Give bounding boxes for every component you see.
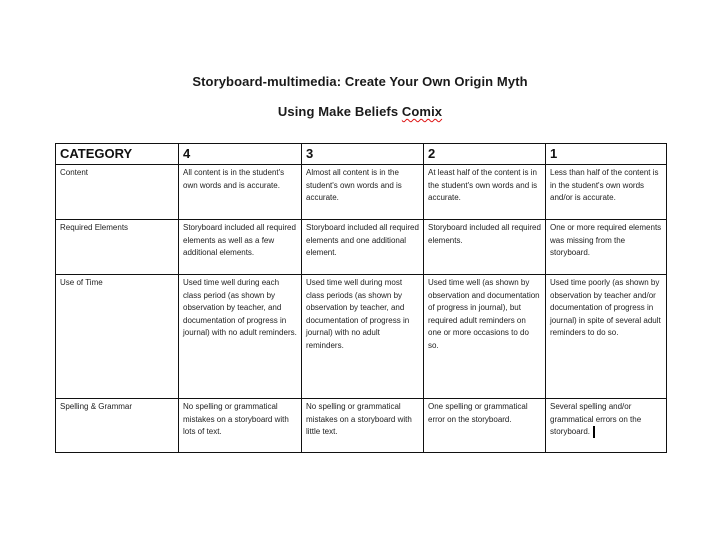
category-cell[interactable]: Spelling & Grammar xyxy=(56,399,179,453)
criteria-cell[interactable]: No spelling or grammatical mistakes on a storyboard with lots of text. xyxy=(179,399,302,453)
rubric-header-row xyxy=(56,144,667,165)
document-subtitle xyxy=(0,104,720,119)
category-cell[interactable]: Use of Time xyxy=(56,275,179,399)
spellcheck-flagged-word[interactable]: Comix xyxy=(401,104,443,119)
rubric-row-content xyxy=(56,165,667,220)
criteria-cell[interactable]: Storyboard included all required elements. xyxy=(424,220,546,275)
header-score-2[interactable]: 2 xyxy=(424,144,546,165)
criteria-cell[interactable]: Used time well during most class periods (as shown by observation by teacher, and documentation of progress in journal) with no adult reminders. xyxy=(302,275,424,399)
rubric-table xyxy=(55,143,667,453)
criteria-cell[interactable]: All content is in the student's own words and is accurate. xyxy=(179,165,302,220)
criteria-cell-with-cursor[interactable] xyxy=(546,399,667,453)
criteria-cell[interactable]: One spelling or grammatical error on the storyboard. xyxy=(424,399,546,453)
rubric-row-use-of-time xyxy=(56,275,667,399)
criteria-cell[interactable]: Less than half of the content is in the student's own words and/or is accurate. xyxy=(546,165,667,220)
criteria-cell[interactable]: Storyboard included all required elements and one additional element. xyxy=(302,220,424,275)
text-cursor xyxy=(593,426,595,438)
header-category[interactable]: CATEGORY xyxy=(56,144,179,165)
rubric-row-spelling-grammar xyxy=(56,399,667,453)
document-title: Storyboard-multimedia: Create Your Own Origin Myth xyxy=(192,74,528,89)
criteria-cell[interactable]: One or more required elements was missing from the storyboard. xyxy=(546,220,667,275)
criteria-cell[interactable]: Used time poorly (as shown by observation by teacher and/or documentation of progress in journal) in spite of several adult reminders to do so. xyxy=(546,275,667,399)
criteria-cell[interactable]: Storyboard included all required elements as well as a few additional elements. xyxy=(179,220,302,275)
header-score-4[interactable]: 4 xyxy=(179,144,302,165)
criteria-cell[interactable]: Used time well during each class period (as shown by observation by teacher, and documentation of progress in journal) with no adult reminders. xyxy=(179,275,302,399)
subtitle-text: Using Make Beliefs xyxy=(277,104,402,119)
criteria-cell[interactable]: At least half of the content is in the student's own words and is accurate. xyxy=(424,165,546,220)
header-score-1[interactable]: 1 xyxy=(546,144,667,165)
criteria-cell[interactable]: Used time well (as shown by observation and documentation of progress in journal), but required adult reminders on one or more occasions to do so. xyxy=(424,275,546,399)
category-cell[interactable]: Required Elements xyxy=(56,220,179,275)
category-cell[interactable]: Content xyxy=(56,165,179,220)
criteria-text: Several spelling and/or grammatical errors on the storyboard. xyxy=(550,402,642,437)
header-score-3[interactable]: 3 xyxy=(302,144,424,165)
criteria-cell[interactable]: No spelling or grammatical mistakes on a storyboard with little text. xyxy=(302,399,424,453)
criteria-cell[interactable]: Almost all content is in the student's own words and is accurate. xyxy=(302,165,424,220)
rubric-row-required-elements xyxy=(56,220,667,275)
